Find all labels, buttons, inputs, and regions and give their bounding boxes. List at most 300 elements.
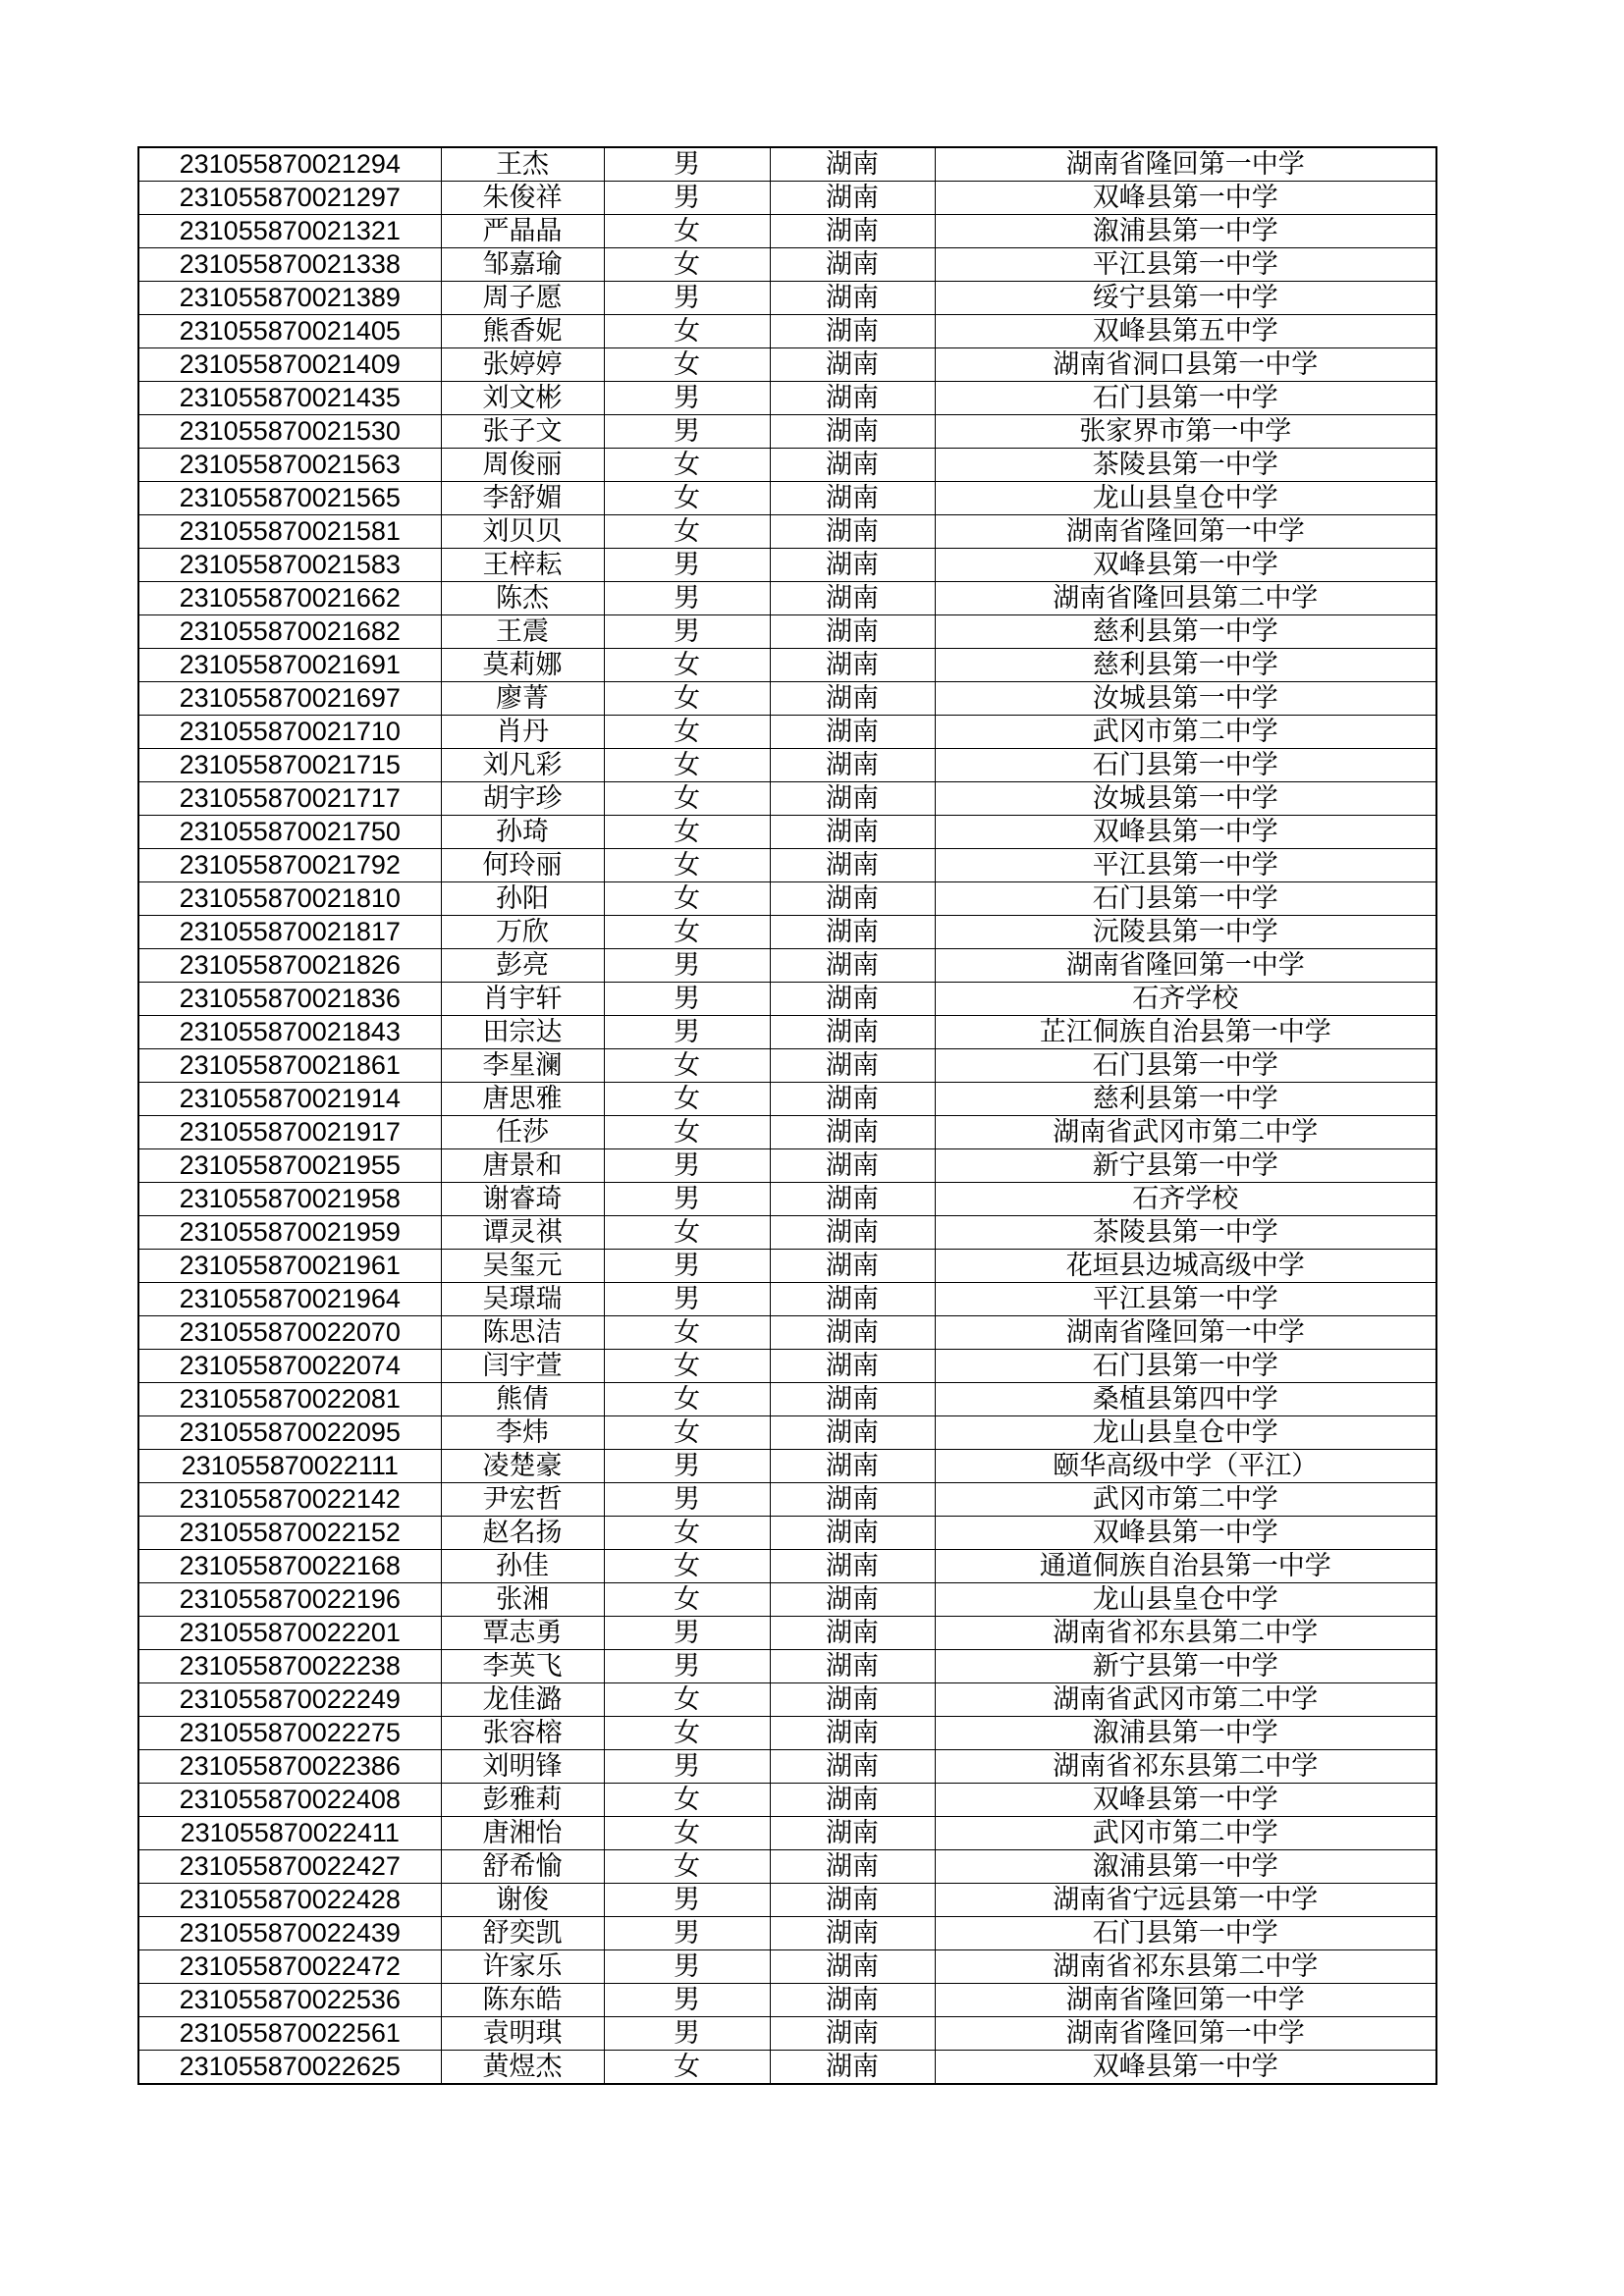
- gender-cell: 女: [604, 1784, 770, 1817]
- exam-id-cell: 231055870021792: [138, 849, 441, 882]
- school-cell: 湖南省祁东县第二中学: [935, 1617, 1436, 1650]
- table-row: [138, 1049, 1436, 1083]
- school-cell: 慈利县第一中学: [935, 649, 1436, 682]
- school-cell: 平江县第一中学: [935, 248, 1436, 282]
- exam-id-cell: 231055870021917: [138, 1116, 441, 1149]
- table-row: [138, 716, 1436, 749]
- school-cell: 双峰县第一中学: [935, 2051, 1436, 2085]
- exam-id-cell: 231055870022411: [138, 1817, 441, 1850]
- exam-id-cell: 231055870022625: [138, 2051, 441, 2085]
- name-cell: 王震: [441, 615, 604, 649]
- school-cell: 汝城县第一中学: [935, 782, 1436, 816]
- name-cell: 孙琦: [441, 816, 604, 849]
- name-cell: 吴璟瑞: [441, 1283, 604, 1316]
- exam-id-cell: 231055870021843: [138, 1016, 441, 1049]
- school-cell: 湖南省武冈市第二中学: [935, 1683, 1436, 1717]
- province-cell: 湖南: [770, 482, 935, 515]
- name-cell: 周子愿: [441, 282, 604, 315]
- table-row: [138, 1550, 1436, 1583]
- name-cell: 陈杰: [441, 582, 604, 615]
- province-cell: 湖南: [770, 215, 935, 248]
- exam-id-cell: 231055870021836: [138, 983, 441, 1016]
- exam-id-cell: 231055870021565: [138, 482, 441, 515]
- gender-cell: 女: [604, 882, 770, 916]
- province-cell: 湖南: [770, 515, 935, 549]
- province-cell: 湖南: [770, 649, 935, 682]
- school-cell: 湖南省祁东县第二中学: [935, 1950, 1436, 1984]
- exam-id-cell: 231055870022142: [138, 1483, 441, 1517]
- table-row: [138, 147, 1436, 182]
- table-row: [138, 1650, 1436, 1683]
- gender-cell: 男: [604, 1016, 770, 1049]
- gender-cell: 女: [604, 1316, 770, 1350]
- gender-cell: 女: [604, 1583, 770, 1617]
- province-cell: 湖南: [770, 615, 935, 649]
- province-cell: 湖南: [770, 1283, 935, 1316]
- province-cell: 湖南: [770, 1583, 935, 1617]
- province-cell: 湖南: [770, 782, 935, 816]
- gender-cell: 男: [604, 1650, 770, 1683]
- gender-cell: 男: [604, 1884, 770, 1917]
- province-cell: 湖南: [770, 282, 935, 315]
- gender-cell: 女: [604, 348, 770, 382]
- gender-cell: 女: [604, 1683, 770, 1717]
- name-cell: 闫宇萱: [441, 1350, 604, 1383]
- table-row: [138, 382, 1436, 415]
- table-row: [138, 882, 1436, 916]
- name-cell: 袁明琪: [441, 2017, 604, 2051]
- name-cell: 唐湘怡: [441, 1817, 604, 1850]
- school-cell: 通道侗族自治县第一中学: [935, 1550, 1436, 1583]
- school-cell: 溆浦县第一中学: [935, 1717, 1436, 1750]
- province-cell: 湖南: [770, 1550, 935, 1583]
- table-row: [138, 1483, 1436, 1517]
- province-cell: 湖南: [770, 1717, 935, 1750]
- table-row: [138, 315, 1436, 348]
- name-cell: 刘贝贝: [441, 515, 604, 549]
- school-cell: 慈利县第一中学: [935, 615, 1436, 649]
- province-cell: 湖南: [770, 315, 935, 348]
- gender-cell: 女: [604, 1383, 770, 1416]
- name-cell: 吴玺元: [441, 1250, 604, 1283]
- province-cell: 湖南: [770, 716, 935, 749]
- gender-cell: 女: [604, 1850, 770, 1884]
- school-cell: 茶陵县第一中学: [935, 1216, 1436, 1250]
- table-row: [138, 482, 1436, 515]
- gender-cell: 女: [604, 1049, 770, 1083]
- gender-cell: 男: [604, 1750, 770, 1784]
- school-cell: 溆浦县第一中学: [935, 1850, 1436, 1884]
- school-cell: 石门县第一中学: [935, 382, 1436, 415]
- school-cell: 石门县第一中学: [935, 882, 1436, 916]
- name-cell: 谢睿琦: [441, 1183, 604, 1216]
- name-cell: 肖丹: [441, 716, 604, 749]
- name-cell: 张婷婷: [441, 348, 604, 382]
- province-cell: 湖南: [770, 816, 935, 849]
- school-cell: 桑植县第四中学: [935, 1383, 1436, 1416]
- province-cell: 湖南: [770, 1350, 935, 1383]
- table-row: [138, 1583, 1436, 1617]
- gender-cell: 男: [604, 1450, 770, 1483]
- province-cell: 湖南: [770, 2051, 935, 2085]
- gender-cell: 女: [604, 782, 770, 816]
- school-cell: 湖南省隆回第一中学: [935, 2017, 1436, 2051]
- table-row: [138, 615, 1436, 649]
- school-cell: 新宁县第一中学: [935, 1149, 1436, 1183]
- school-cell: 双峰县第一中学: [935, 549, 1436, 582]
- exam-id-cell: 231055870021581: [138, 515, 441, 549]
- exam-id-cell: 231055870022168: [138, 1550, 441, 1583]
- table-row: [138, 749, 1436, 782]
- province-cell: 湖南: [770, 1750, 935, 1784]
- table-row: [138, 1416, 1436, 1450]
- name-cell: 万欣: [441, 916, 604, 949]
- table-row: [138, 282, 1436, 315]
- school-cell: 新宁县第一中学: [935, 1650, 1436, 1683]
- school-cell: 汝城县第一中学: [935, 682, 1436, 716]
- school-cell: 龙山县皇仓中学: [935, 482, 1436, 515]
- province-cell: 湖南: [770, 1049, 935, 1083]
- gender-cell: 女: [604, 2051, 770, 2085]
- exam-id-cell: 231055870021691: [138, 649, 441, 682]
- name-cell: 廖菁: [441, 682, 604, 716]
- table-row: [138, 2051, 1436, 2085]
- school-cell: 双峰县第一中学: [935, 1517, 1436, 1550]
- school-cell: 武冈市第二中学: [935, 1483, 1436, 1517]
- exam-id-cell: 231055870021717: [138, 782, 441, 816]
- province-cell: 湖南: [770, 949, 935, 983]
- table-row: [138, 1750, 1436, 1784]
- name-cell: 刘明锋: [441, 1750, 604, 1784]
- name-cell: 彭亮: [441, 949, 604, 983]
- table-row: [138, 1116, 1436, 1149]
- exam-id-cell: 231055870022428: [138, 1884, 441, 1917]
- name-cell: 谭灵祺: [441, 1216, 604, 1250]
- exam-id-cell: 231055870021405: [138, 315, 441, 348]
- province-cell: 湖南: [770, 1316, 935, 1350]
- gender-cell: 男: [604, 1984, 770, 2017]
- table-row: [138, 1984, 1436, 2017]
- exam-id-cell: 231055870022201: [138, 1617, 441, 1650]
- gender-cell: 男: [604, 949, 770, 983]
- table-row: [138, 1250, 1436, 1283]
- exam-id-cell: 231055870021338: [138, 248, 441, 282]
- province-cell: 湖南: [770, 1216, 935, 1250]
- name-cell: 许家乐: [441, 1950, 604, 1984]
- name-cell: 田宗达: [441, 1016, 604, 1049]
- exam-id-cell: 231055870021294: [138, 147, 441, 182]
- table-row: [138, 415, 1436, 449]
- name-cell: 黄煜杰: [441, 2051, 604, 2085]
- name-cell: 张子文: [441, 415, 604, 449]
- province-cell: 湖南: [770, 1650, 935, 1683]
- table-row: [138, 1817, 1436, 1850]
- table-row: [138, 1950, 1436, 1984]
- province-cell: 湖南: [770, 1483, 935, 1517]
- student-list-table: [137, 146, 1437, 2085]
- exam-id-cell: 231055870021710: [138, 716, 441, 749]
- exam-id-cell: 231055870022561: [138, 2017, 441, 2051]
- school-cell: 湖南省祁东县第二中学: [935, 1750, 1436, 1784]
- gender-cell: 女: [604, 1517, 770, 1550]
- school-cell: 颐华高级中学（平江）: [935, 1450, 1436, 1483]
- gender-cell: 女: [604, 315, 770, 348]
- table-row: [138, 1283, 1436, 1316]
- exam-id-cell: 231055870021817: [138, 916, 441, 949]
- gender-cell: 男: [604, 182, 770, 215]
- school-cell: 石门县第一中学: [935, 749, 1436, 782]
- province-cell: 湖南: [770, 582, 935, 615]
- table-row: [138, 1149, 1436, 1183]
- gender-cell: 男: [604, 147, 770, 182]
- exam-id-cell: 231055870021583: [138, 549, 441, 582]
- gender-cell: 女: [604, 716, 770, 749]
- exam-id-cell: 231055870021810: [138, 882, 441, 916]
- exam-id-cell: 231055870022111: [138, 1450, 441, 1483]
- gender-cell: 男: [604, 983, 770, 1016]
- school-cell: 湖南省隆回第一中学: [935, 147, 1436, 182]
- table-row: [138, 248, 1436, 282]
- exam-id-cell: 231055870021914: [138, 1083, 441, 1116]
- exam-id-cell: 231055870022427: [138, 1850, 441, 1884]
- name-cell: 唐思雅: [441, 1083, 604, 1116]
- province-cell: 湖南: [770, 1149, 935, 1183]
- school-cell: 湖南省宁远县第一中学: [935, 1884, 1436, 1917]
- province-cell: 湖南: [770, 1383, 935, 1416]
- exam-id-cell: 231055870021958: [138, 1183, 441, 1216]
- name-cell: 朱俊祥: [441, 182, 604, 215]
- province-cell: 湖南: [770, 1817, 935, 1850]
- province-cell: 湖南: [770, 1116, 935, 1149]
- province-cell: 湖南: [770, 1784, 935, 1817]
- province-cell: 湖南: [770, 1617, 935, 1650]
- gender-cell: 男: [604, 282, 770, 315]
- gender-cell: 女: [604, 749, 770, 782]
- school-cell: 湖南省洞口县第一中学: [935, 348, 1436, 382]
- exam-id-cell: 231055870022196: [138, 1583, 441, 1617]
- gender-cell: 女: [604, 816, 770, 849]
- school-cell: 武冈市第二中学: [935, 716, 1436, 749]
- exam-id-cell: 231055870021389: [138, 282, 441, 315]
- table-row: [138, 1683, 1436, 1717]
- gender-cell: 女: [604, 1717, 770, 1750]
- gender-cell: 女: [604, 1416, 770, 1450]
- exam-id-cell: 231055870021750: [138, 816, 441, 849]
- name-cell: 严晶晶: [441, 215, 604, 248]
- name-cell: 李炜: [441, 1416, 604, 1450]
- province-cell: 湖南: [770, 1950, 935, 1984]
- name-cell: 李英飞: [441, 1650, 604, 1683]
- table-row: [138, 2017, 1436, 2051]
- school-cell: 茶陵县第一中学: [935, 449, 1436, 482]
- table-row: [138, 449, 1436, 482]
- name-cell: 凌楚豪: [441, 1450, 604, 1483]
- gender-cell: 男: [604, 1617, 770, 1650]
- name-cell: 何玲丽: [441, 849, 604, 882]
- school-cell: 双峰县第一中学: [935, 1784, 1436, 1817]
- gender-cell: 女: [604, 515, 770, 549]
- gender-cell: 女: [604, 682, 770, 716]
- gender-cell: 男: [604, 1483, 770, 1517]
- province-cell: 湖南: [770, 1517, 935, 1550]
- table-row: [138, 682, 1436, 716]
- province-cell: 湖南: [770, 849, 935, 882]
- gender-cell: 女: [604, 1083, 770, 1116]
- gender-cell: 女: [604, 1817, 770, 1850]
- table-row: [138, 949, 1436, 983]
- gender-cell: 男: [604, 1250, 770, 1283]
- school-cell: 平江县第一中学: [935, 1283, 1436, 1316]
- school-cell: 石门县第一中学: [935, 1049, 1436, 1083]
- name-cell: 尹宏哲: [441, 1483, 604, 1517]
- name-cell: 陈东皓: [441, 1984, 604, 2017]
- table-row: [138, 1183, 1436, 1216]
- exam-id-cell: 231055870021662: [138, 582, 441, 615]
- school-cell: 湖南省隆回第一中学: [935, 1316, 1436, 1350]
- table-row: [138, 1717, 1436, 1750]
- exam-id-cell: 231055870022070: [138, 1316, 441, 1350]
- exam-id-cell: 231055870021861: [138, 1049, 441, 1083]
- name-cell: 王杰: [441, 147, 604, 182]
- table-row: [138, 816, 1436, 849]
- table-row: [138, 1083, 1436, 1116]
- province-cell: 湖南: [770, 983, 935, 1016]
- table-row: [138, 1350, 1436, 1383]
- table-row: [138, 649, 1436, 682]
- province-cell: 湖南: [770, 2017, 935, 2051]
- school-cell: 湖南省武冈市第二中学: [935, 1116, 1436, 1149]
- school-cell: 石齐学校: [935, 983, 1436, 1016]
- table-row: [138, 1216, 1436, 1250]
- table-row: [138, 1850, 1436, 1884]
- table-body: [138, 147, 1436, 2084]
- name-cell: 肖宇轩: [441, 983, 604, 1016]
- exam-id-cell: 231055870022472: [138, 1950, 441, 1984]
- school-cell: 花垣县边城高级中学: [935, 1250, 1436, 1283]
- school-cell: 双峰县第一中学: [935, 816, 1436, 849]
- table-row: [138, 849, 1436, 882]
- gender-cell: 男: [604, 2017, 770, 2051]
- province-cell: 湖南: [770, 1850, 935, 1884]
- school-cell: 绥宁县第一中学: [935, 282, 1436, 315]
- gender-cell: 女: [604, 1350, 770, 1383]
- name-cell: 王梓耘: [441, 549, 604, 582]
- table-row: [138, 515, 1436, 549]
- school-cell: 湖南省隆回第一中学: [935, 949, 1436, 983]
- gender-cell: 男: [604, 415, 770, 449]
- exam-id-cell: 231055870022081: [138, 1383, 441, 1416]
- school-cell: 石门县第一中学: [935, 1350, 1436, 1383]
- exam-id-cell: 231055870021321: [138, 215, 441, 248]
- exam-id-cell: 231055870021964: [138, 1283, 441, 1316]
- name-cell: 李舒媚: [441, 482, 604, 515]
- exam-id-cell: 231055870021435: [138, 382, 441, 415]
- name-cell: 龙佳潞: [441, 1683, 604, 1717]
- gender-cell: 男: [604, 1149, 770, 1183]
- school-cell: 龙山县皇仓中学: [935, 1583, 1436, 1617]
- name-cell: 陈思洁: [441, 1316, 604, 1350]
- gender-cell: 女: [604, 849, 770, 882]
- school-cell: 湖南省隆回县第二中学: [935, 582, 1436, 615]
- exam-id-cell: 231055870021955: [138, 1149, 441, 1183]
- table-row: [138, 782, 1436, 816]
- exam-id-cell: 231055870021530: [138, 415, 441, 449]
- name-cell: 赵名扬: [441, 1517, 604, 1550]
- gender-cell: 男: [604, 382, 770, 415]
- exam-id-cell: 231055870021715: [138, 749, 441, 782]
- province-cell: 湖南: [770, 415, 935, 449]
- name-cell: 张容榕: [441, 1717, 604, 1750]
- school-cell: 沅陵县第一中学: [935, 916, 1436, 949]
- gender-cell: 女: [604, 1116, 770, 1149]
- gender-cell: 女: [604, 1550, 770, 1583]
- exam-id-cell: 231055870022536: [138, 1984, 441, 2017]
- exam-id-cell: 231055870022408: [138, 1784, 441, 1817]
- gender-cell: 女: [604, 248, 770, 282]
- gender-cell: 女: [604, 449, 770, 482]
- name-cell: 李星澜: [441, 1049, 604, 1083]
- province-cell: 湖南: [770, 182, 935, 215]
- table-row: [138, 182, 1436, 215]
- gender-cell: 男: [604, 549, 770, 582]
- province-cell: 湖南: [770, 749, 935, 782]
- table-row: [138, 1884, 1436, 1917]
- exam-id-cell: 231055870022439: [138, 1917, 441, 1950]
- exam-id-cell: 231055870021297: [138, 182, 441, 215]
- table-row: [138, 1016, 1436, 1049]
- province-cell: 湖南: [770, 1683, 935, 1717]
- exam-id-cell: 231055870022095: [138, 1416, 441, 1450]
- table-row: [138, 916, 1436, 949]
- name-cell: 张湘: [441, 1583, 604, 1617]
- province-cell: 湖南: [770, 1450, 935, 1483]
- school-cell: 双峰县第五中学: [935, 315, 1436, 348]
- gender-cell: 女: [604, 215, 770, 248]
- exam-id-cell: 231055870022386: [138, 1750, 441, 1784]
- name-cell: 刘凡彩: [441, 749, 604, 782]
- school-cell: 张家界市第一中学: [935, 415, 1436, 449]
- name-cell: 任莎: [441, 1116, 604, 1149]
- exam-id-cell: 231055870021826: [138, 949, 441, 983]
- table-row: [138, 549, 1436, 582]
- exam-id-cell: 231055870022238: [138, 1650, 441, 1683]
- gender-cell: 男: [604, 582, 770, 615]
- gender-cell: 男: [604, 615, 770, 649]
- exam-id-cell: 231055870021563: [138, 449, 441, 482]
- school-cell: 慈利县第一中学: [935, 1083, 1436, 1116]
- table-row: [138, 1316, 1436, 1350]
- table-row: [138, 582, 1436, 615]
- gender-cell: 男: [604, 1283, 770, 1316]
- name-cell: 熊倩: [441, 1383, 604, 1416]
- table-row: [138, 1517, 1436, 1550]
- province-cell: 湖南: [770, 916, 935, 949]
- province-cell: 湖南: [770, 882, 935, 916]
- exam-id-cell: 231055870022249: [138, 1683, 441, 1717]
- school-cell: 龙山县皇仓中学: [935, 1416, 1436, 1450]
- school-cell: 双峰县第一中学: [935, 182, 1436, 215]
- exam-id-cell: 231055870021961: [138, 1250, 441, 1283]
- province-cell: 湖南: [770, 549, 935, 582]
- exam-id-cell: 231055870021682: [138, 615, 441, 649]
- gender-cell: 男: [604, 1950, 770, 1984]
- table-row: [138, 1450, 1436, 1483]
- province-cell: 湖南: [770, 248, 935, 282]
- province-cell: 湖南: [770, 1884, 935, 1917]
- name-cell: 唐景和: [441, 1149, 604, 1183]
- gender-cell: 女: [604, 649, 770, 682]
- province-cell: 湖南: [770, 682, 935, 716]
